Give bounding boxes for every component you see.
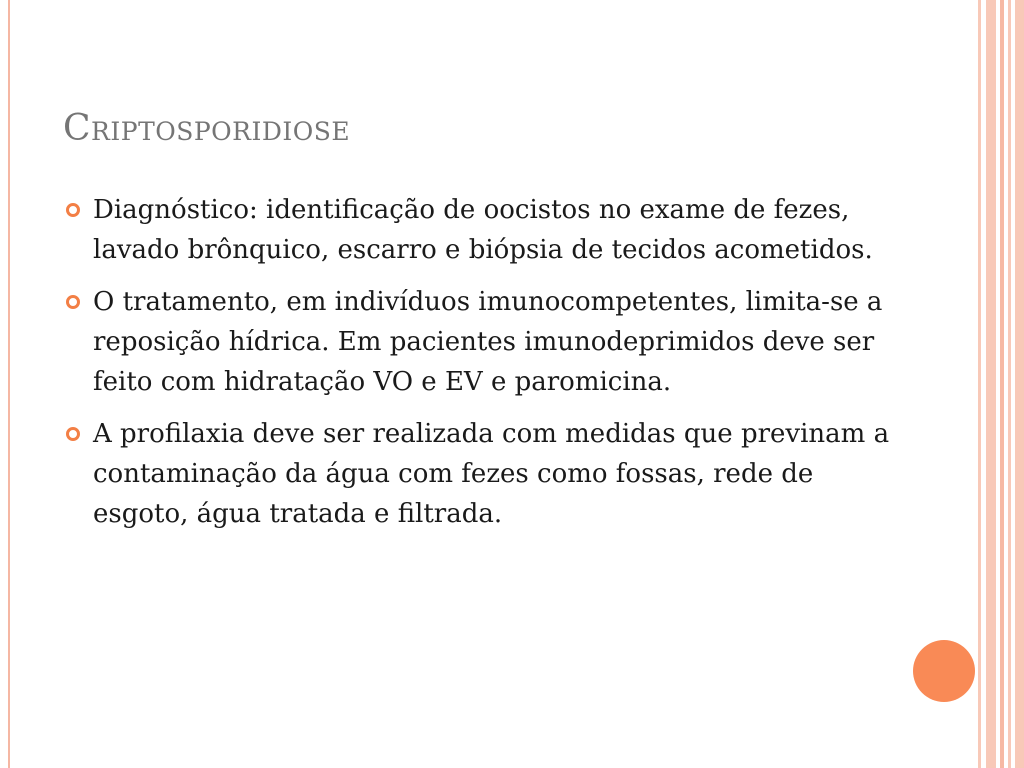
circle-bullet-icon (66, 295, 80, 309)
right-stripe-decoration (986, 0, 996, 768)
orange-circle-decoration (913, 640, 975, 702)
bullet-list (66, 190, 896, 546)
bullet-text: Diagnóstico: identificação de oocistos no exame de fezes, lavado brônquico, escarro e biópsia de tecidos acometidos. (93, 195, 873, 265)
circle-bullet-icon (66, 427, 80, 441)
bullet-item (66, 190, 896, 270)
bullet-text: A profilaxia deve ser realizada com medidas que previnam a contaminação da água com fezes como fossas, rede de esgoto, água tratada e filtrada. (93, 419, 890, 529)
right-stripe-decoration (1008, 0, 1011, 768)
right-stripe-decoration (1015, 0, 1024, 768)
bullet-item (66, 282, 896, 402)
right-stripe-decoration (978, 0, 981, 768)
left-border-line (8, 0, 10, 768)
bullet-text: O tratamento, em indivíduos imunocompetentes, limita-se a reposição hídrica. Em pacientes imunodeprimidos deve ser feito com hidratação VO e EV e paromicina. (93, 287, 883, 397)
circle-bullet-icon (66, 203, 80, 217)
slide-title: Criptosporidiose (63, 108, 351, 149)
bullet-item (66, 414, 896, 534)
right-stripe-decoration (1000, 0, 1004, 768)
